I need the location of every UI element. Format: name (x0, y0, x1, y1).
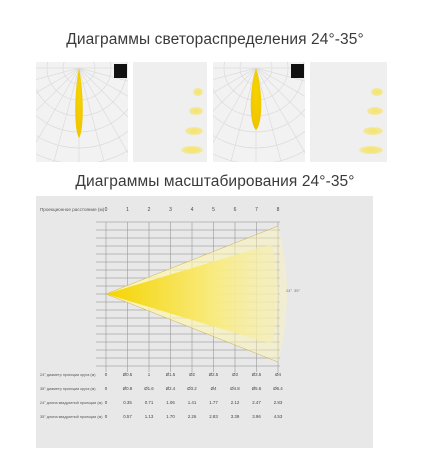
scaling-value: 1.41 (187, 400, 197, 405)
distance-tick: 8 (276, 207, 280, 213)
scaling-value: Ø6.4 (273, 386, 283, 391)
polar-ray (36, 68, 79, 128)
illuminance-row (314, 84, 387, 103)
illuminance-spot (185, 127, 203, 135)
scaling-value: Ø4.8 (230, 386, 240, 391)
scaling-value: 2.12 (230, 400, 240, 405)
scaling-value: Ø0.8 (122, 386, 133, 391)
scaling-value: Ø1.5 (165, 372, 176, 377)
illuminance-row (137, 123, 207, 142)
scaling-value: Ø2.5 (208, 372, 219, 377)
scaling-value: Ø4 (210, 386, 217, 391)
illuminance-row (137, 84, 207, 103)
beam-angle-badge (114, 64, 127, 78)
distance-tick: 7 (255, 207, 258, 213)
scaling-value: 4.53 (273, 414, 283, 419)
scaling-value: Ø5.6 (251, 386, 262, 391)
illuminance-spot (189, 107, 203, 115)
scaling-value: 1 (147, 372, 151, 377)
polar-ray (213, 68, 256, 99)
scaling-value: Ø2.4 (165, 386, 176, 391)
scaling-value: 1.77 (209, 400, 218, 405)
scaling-row-label: 24° диаметр проекции круга (м) (40, 373, 96, 377)
scaling-diagram (36, 196, 373, 448)
scaling-value: 0.35 (123, 400, 132, 405)
scaling-value: Ø1.6 (144, 386, 154, 391)
scaling-value: 3.96 (252, 414, 261, 419)
illuminance-row (137, 64, 207, 83)
polar-ray (213, 68, 256, 128)
scaling-chart (36, 196, 373, 448)
scaling-value: 0.57 (123, 414, 132, 419)
illuminance-row (314, 142, 387, 161)
polar-ray (36, 68, 79, 99)
scaling-value: 1.06 (166, 400, 175, 405)
scaling-value: 0.71 (144, 400, 154, 405)
distance-tick: 1 (126, 207, 129, 213)
illuminance-spot (371, 88, 383, 96)
illuminance-row (314, 64, 387, 83)
scaling-value: 2.26 (187, 414, 197, 419)
distance-tick: 3 (169, 207, 172, 213)
scaling-value: 0 (104, 400, 108, 405)
illuminance-table-35 (310, 62, 387, 162)
illuminance-row (137, 103, 207, 122)
scaling-value: 1.13 (144, 414, 154, 419)
beam-angle-badge (291, 64, 304, 78)
scaling-value: 0 (104, 414, 108, 419)
scaling-row-label: 35° диаметр проекции круга (м) (40, 387, 96, 391)
illuminance-table-24 (133, 62, 207, 162)
scaling-value: Ø3 (232, 372, 238, 377)
beam-angle-label: 35° (294, 288, 301, 293)
scaling-value: 1.70 (166, 414, 175, 419)
scaling-value: 0 (104, 372, 108, 377)
illuminance-row (314, 123, 387, 142)
distance-axis-title: Проекционное расстояние (м) (40, 207, 105, 212)
scaling-row-label: 24° длина квадратной проекции (м) (40, 401, 103, 405)
scaling-value: Ø0.5 (122, 372, 133, 377)
light-distribution-title: Диаграммы светораспределения 24°-35° (66, 31, 364, 48)
illuminance-spot (367, 107, 383, 115)
illuminance-spot (181, 146, 203, 154)
polar-diagram-35 (213, 62, 305, 162)
scaling-value: 0 (104, 386, 108, 391)
scaling-value: 2.83 (209, 414, 218, 419)
scaling-value: 2.47 (252, 400, 261, 405)
polar-diagram-24 (36, 62, 128, 162)
distance-tick: 0 (104, 207, 108, 213)
illuminance-spot (359, 146, 383, 154)
beam-angle-label: 24° (286, 288, 293, 293)
distance-tick: 5 (212, 207, 215, 213)
scaling-value: 3.39 (230, 414, 240, 419)
distance-tick: 4 (190, 207, 194, 213)
illuminance-row (314, 103, 387, 122)
illuminance-spot (193, 88, 203, 96)
scaling-value: 2.83 (273, 400, 283, 405)
distance-tick: 2 (147, 207, 151, 213)
scaling-value: Ø3.2 (187, 386, 197, 391)
scaling-row-label: 35° длина квадратной проекции (м) (40, 415, 103, 419)
scaling-value: Ø3.5 (251, 372, 262, 377)
intensity-lobe (251, 68, 262, 130)
scaling-title: Диаграммы масштабирования 24°-35° (75, 173, 355, 190)
illuminance-spot (363, 127, 383, 135)
illuminance-row (137, 142, 207, 161)
distance-tick: 6 (233, 207, 237, 213)
scaling-value: Ø4 (275, 372, 281, 377)
scaling-value: Ø2 (189, 372, 195, 377)
